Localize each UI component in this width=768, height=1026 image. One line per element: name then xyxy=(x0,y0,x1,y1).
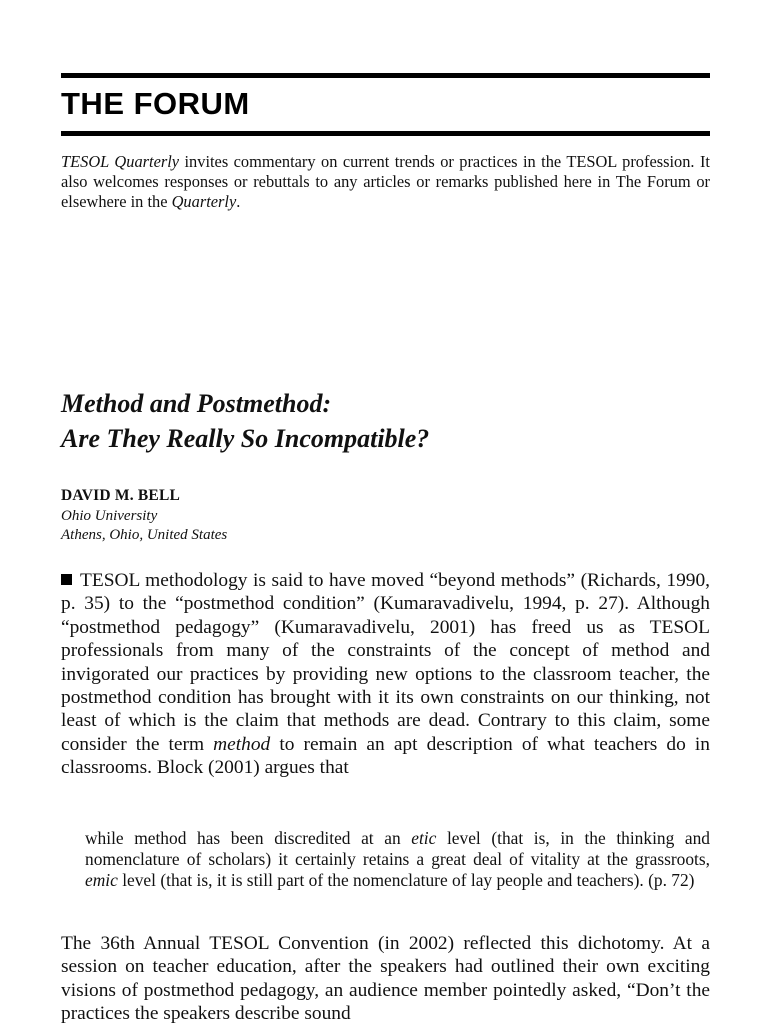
block-quote xyxy=(85,828,710,891)
header-rule-top xyxy=(61,73,710,78)
article-title xyxy=(61,386,429,456)
author-name: DAVID M. BELL xyxy=(61,487,181,504)
article-title-line-1: Method and Postmethod: xyxy=(61,389,332,418)
journal-page xyxy=(61,0,710,1024)
term-method: method xyxy=(213,733,271,755)
affiliation-location: Athens, Ohio, United States xyxy=(61,527,228,543)
paragraph-1-text-a: TESOL methodology is said to have moved “beyond methods” (Richards, 1990, p. 35) to the “postmethod condition” (Kumaravadivelu, 1994, p. 27). Although “postmethod pedagogy” (Kumaravadivelu, 2001) has freed us as TESOL professionals from many of the constraints of the concept of method and invigorated our practices by providing new options to the classroom teacher, the postmethod condition has brought with it its own constraints on our thinking, not least of which is the claim that methods are dead. Contrary to this claim, some consider the term xyxy=(61,570,710,755)
square-bullet-icon xyxy=(61,574,72,585)
term-emic: emic xyxy=(85,870,118,890)
paragraph-1-text-b: to remain an apt description of what teachers do in classrooms. Block (2001) argues that xyxy=(61,733,710,779)
body-paragraph-2: The 36th Annual TESOL Convention (in 2002) reflected this dichotomy. At a session on teacher education, after the speakers had outlined their own exciting visions of postmethod pedagogy, an audience member pointedly asked, “Don’t the practices the speakers describe sound xyxy=(61,933,710,1025)
quote-text-c: level (that is, it is still part of the nomenclature of lay people and teachers). (p. 72) xyxy=(117,870,695,890)
intro-end: . xyxy=(236,192,241,211)
affiliation-institution: Ohio University xyxy=(61,508,158,524)
quote-text-b: level (that is, in the thinking and nomenclature of scholars) it certainly retains a great deal of vitality at the grassroots, xyxy=(85,828,710,869)
section-title: THE FORUM xyxy=(61,86,250,121)
article-title-line-2: Are They Really So Incompatible? xyxy=(61,424,430,453)
header-rule-bottom xyxy=(61,131,710,136)
author-affiliation xyxy=(61,507,227,545)
journal-name: TESOL Quarterly xyxy=(61,152,180,171)
term-etic: etic xyxy=(411,828,437,848)
body-paragraph-1 xyxy=(61,569,710,780)
quote-text-a: while method has been discredited at an xyxy=(85,828,412,848)
forum-intro-paragraph xyxy=(61,152,710,212)
quarterly-name: Quarterly xyxy=(171,192,237,211)
intro-text: invites commentary on current trends or practices in the TESOL profession. It also welcomes responses or rebuttals to any articles or remarks published here in The Forum or elsewhere in the xyxy=(61,152,710,211)
